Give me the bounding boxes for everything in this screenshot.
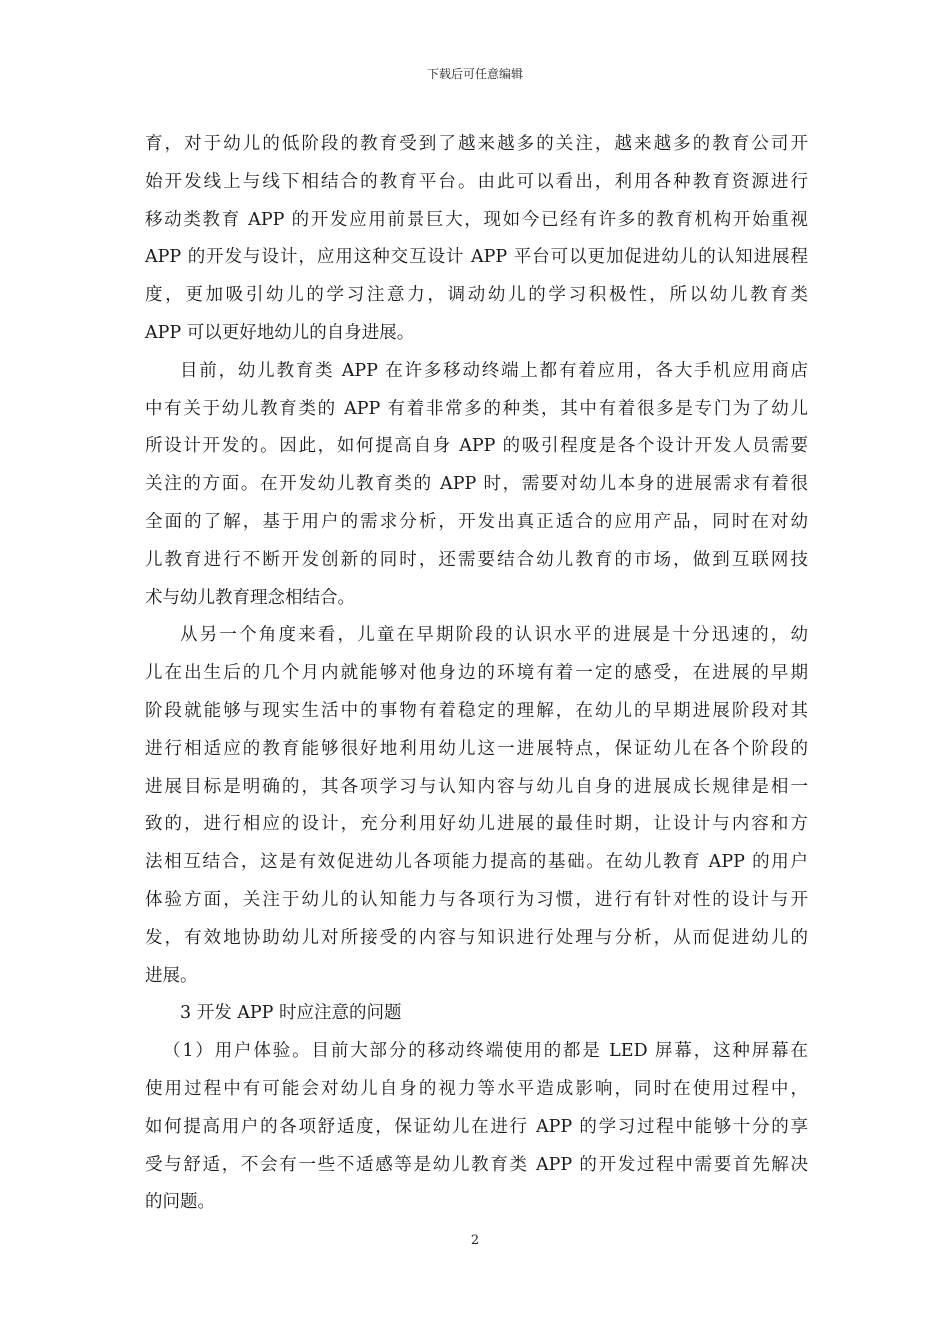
document-body — [145, 126, 808, 1222]
text-line: APP 可以更好地幼儿的自身进展。 — [145, 322, 415, 343]
text-line: 体验方面，关注于幼儿的认知能力与各项行为习惯，进行有针对性的设计与开 — [145, 889, 808, 910]
text-line: 度，更加吸引幼儿的学习注意力，调动幼儿的学习积极性，所以幼儿教育类 — [145, 285, 808, 306]
text-line: 发，有效地协助幼儿对所接受的内容与知识进行处理与分析，从而促进幼儿的 — [145, 927, 808, 948]
text-line: 所设计开发的。因此，如何提高自身 APP 的吸引程度是各个设计开发人员需要 — [145, 436, 808, 457]
text-line: 受与舒适，不会有一些不适感等是幼儿教育类 APP 的开发过程中需要首先解决 — [145, 1154, 808, 1175]
text-line: 关注的方面。在开发幼儿教育类的 APP 时，需要对幼儿本身的进展需求有着很 — [145, 474, 808, 495]
page-header: 下载后可任意编辑 — [426, 67, 523, 81]
section-heading: 3 开发 APP 时应注意的问题 — [180, 1003, 402, 1024]
text-line: 进展。 — [145, 965, 198, 986]
text-line: 进展目标是明确的，其各项学习与认知内容与幼儿自身的进展成长规律是相一 — [145, 776, 808, 797]
page-number: 2 — [470, 1233, 480, 1248]
text-line: 的问题。 — [145, 1192, 215, 1213]
text-line: 儿在出生后的几个月内就能够对他身边的环境有着一定的感受，在进展的早期 — [145, 663, 808, 684]
text-line: 进行相适应的教育能够很好地利用幼儿这一进展特点，保证幼儿在各个阶段的 — [145, 738, 808, 759]
text-line: 儿教育进行不断开发创新的同时，还需要结合幼儿教育的市场，做到互联网技 — [145, 549, 808, 570]
text-line: 如何提高用户的各项舒适度，保证幼儿在进行 APP 的学习过程中能够十分的享 — [145, 1116, 808, 1137]
text-line: 育，对于幼儿的低阶段的教育受到了越来越多的关注，越来越多的教育公司开 — [145, 134, 808, 154]
text-line: 法相互结合，这是有效促进幼儿各项能力提高的基础。在幼儿教育 APP 的用户 — [145, 852, 808, 873]
text-line: 移动类教育 APP 的开发应用前景巨大，现如今已经有许多的教育机构开始重视 — [145, 209, 808, 230]
text-line: 使用过程中有可能会对幼儿自身的视力等水平造成影响，同时在使用过程中， — [145, 1078, 808, 1099]
text-line: 术与幼儿教育理念相结合。 — [145, 587, 355, 608]
text-line: APP 的开发与设计，应用这种交互设计 APP 平台可以更加促进幼儿的认知进展程 — [145, 247, 808, 268]
text-line: 全面的了解，基于用户的需求分析，开发出真正适合的应用产品，同时在对幼 — [145, 511, 808, 532]
text-line: 阶段就能够与现实生活中的事物有着稳定的理解，在幼儿的早期进展阶段对其 — [145, 700, 808, 721]
text-line: 从另一个角度来看，儿童在早期阶段的认识水平的进展是十分迅速的，幼 — [180, 625, 808, 646]
text-line: 始开发线上与线下相结合的教育平台。由此可以看出，利用各种教育资源进行 — [145, 171, 808, 192]
text-line: 中有关于幼儿教育类的 APP 有着非常多的种类，其中有着很多是专门为了幼儿 — [145, 398, 808, 419]
text-line: （1）用户体验。目前大部分的移动终端使用的都是 LED 屏幕，这种屏幕在 — [163, 1041, 808, 1062]
text-line: 目前，幼儿教育类 APP 在许多移动终端上都有着应用，各大手机应用商店 — [180, 360, 808, 381]
text-line: 致的，进行相应的设计，充分利用好幼儿进展的最佳时期，让设计与内容和方 — [145, 814, 808, 835]
